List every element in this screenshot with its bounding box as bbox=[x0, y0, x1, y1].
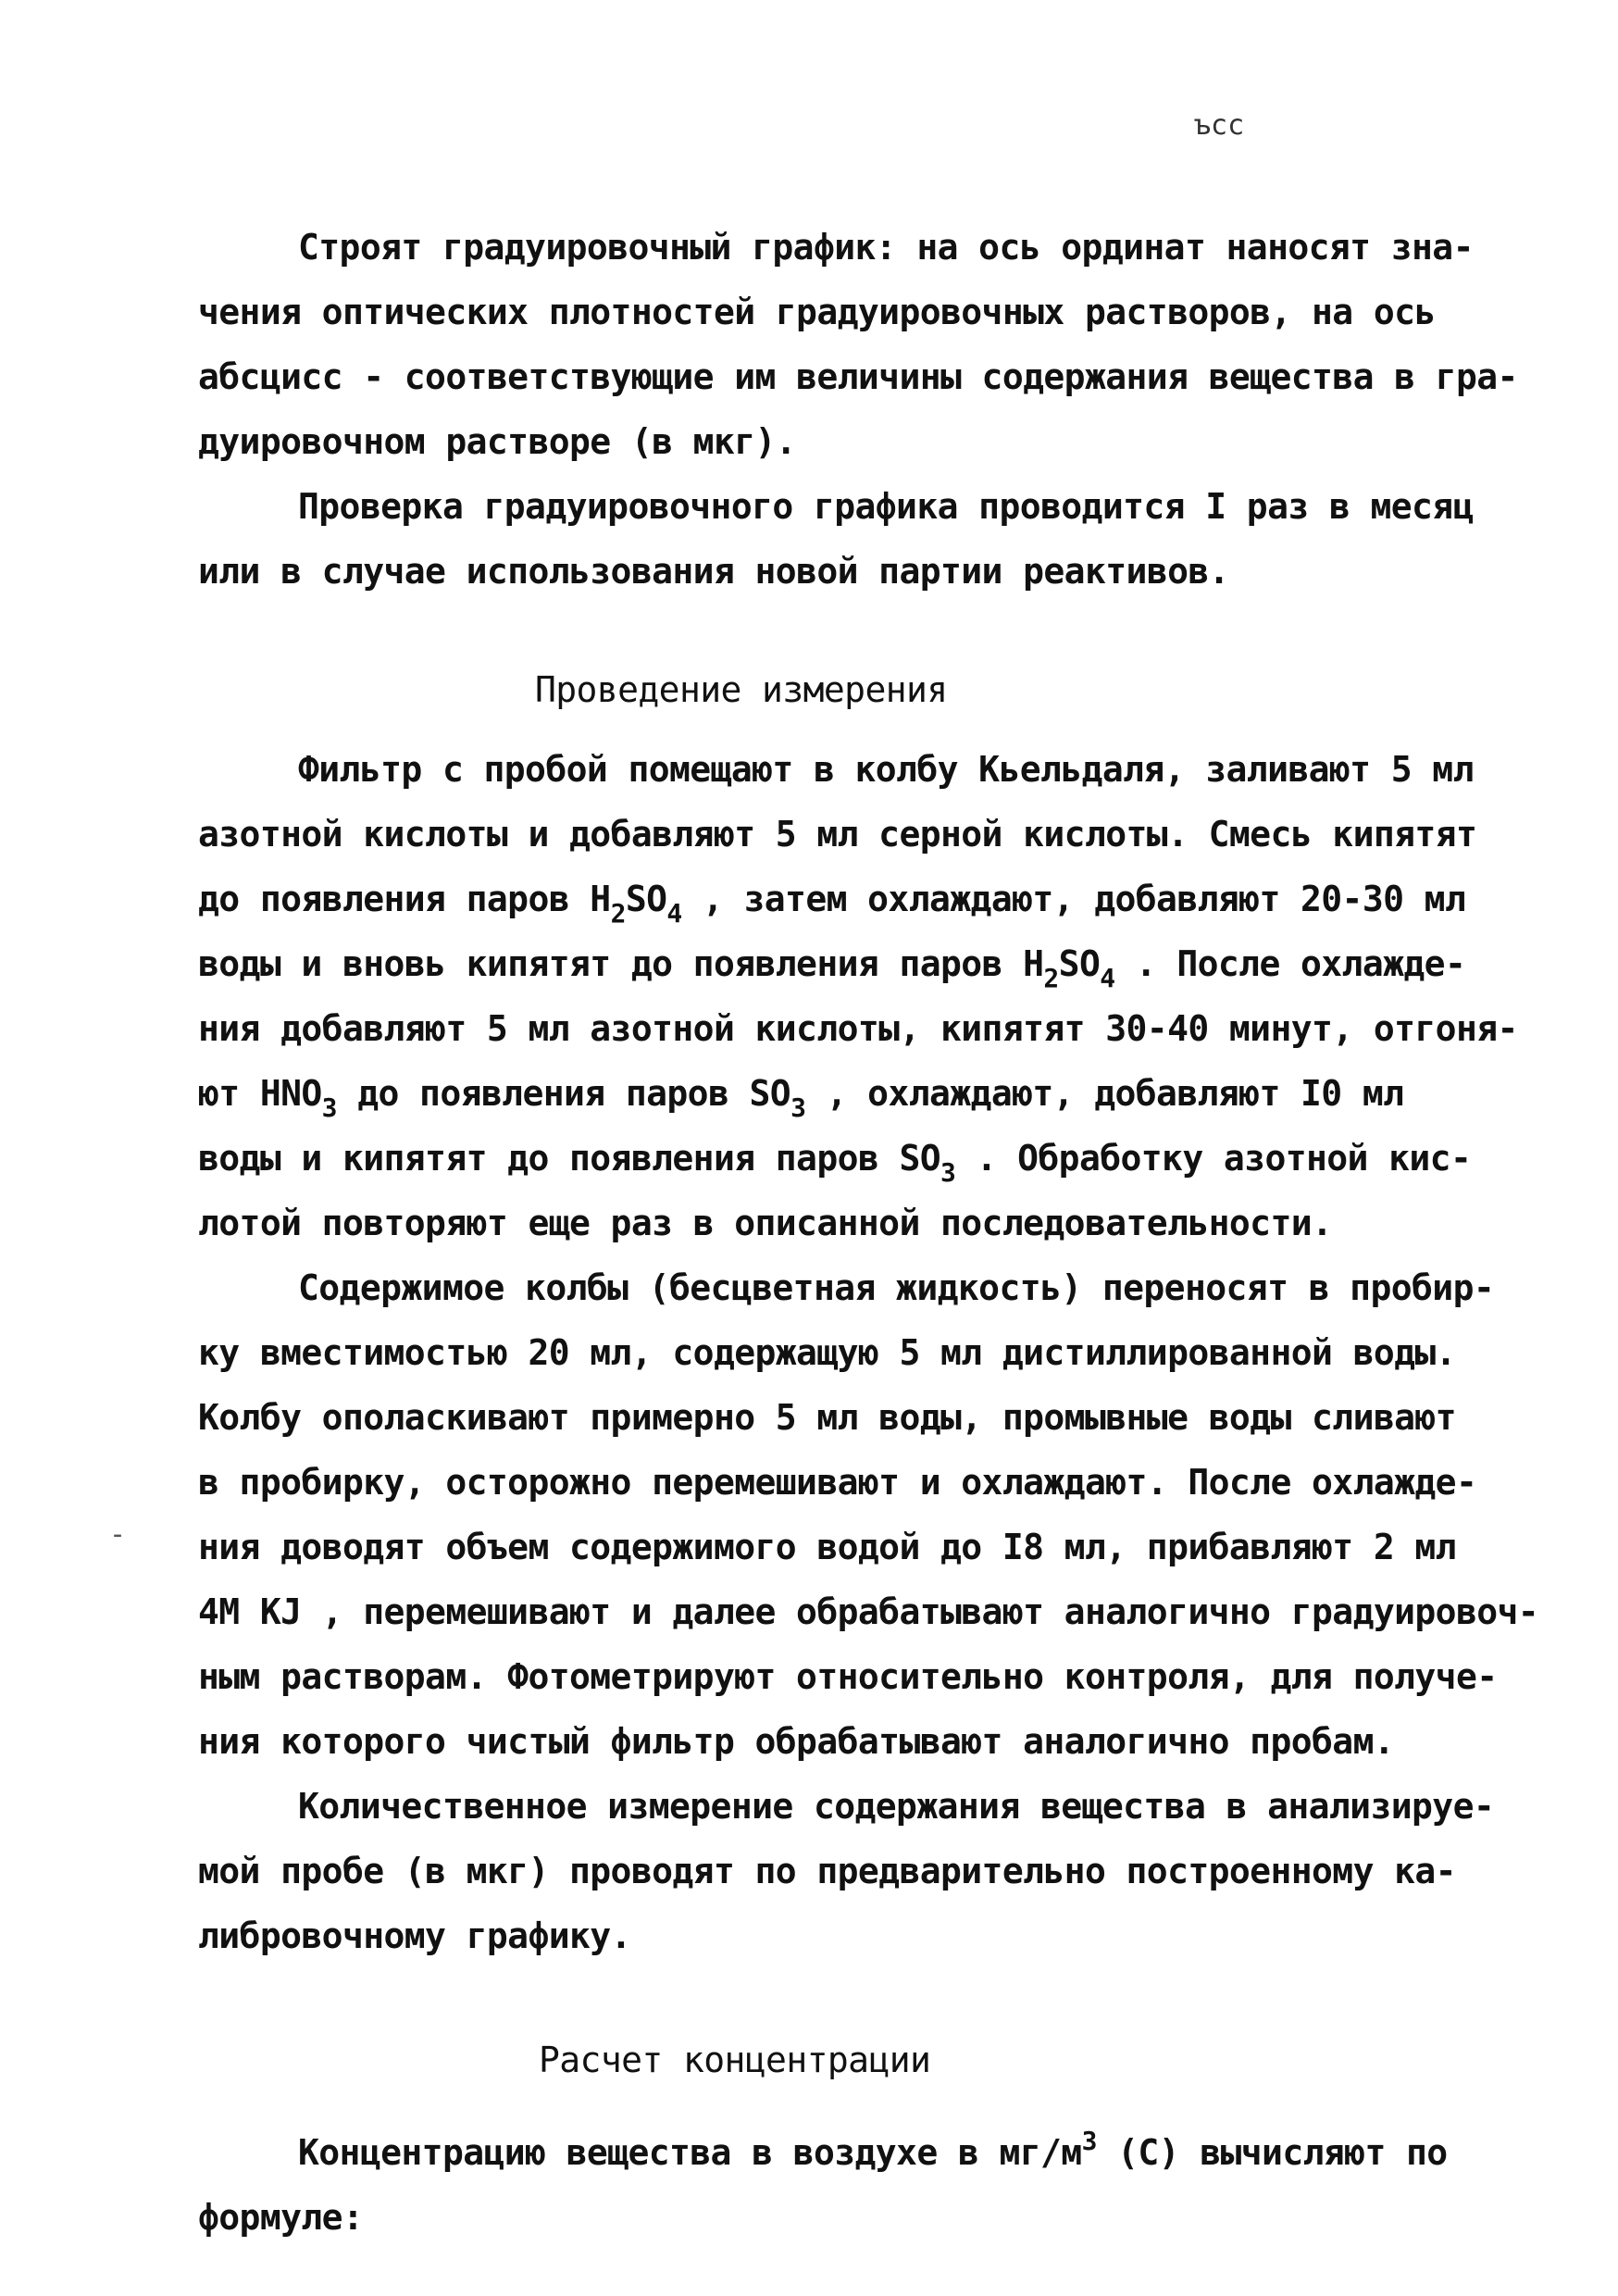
calibration-check-line-2: или в случае использования новой партии реактивов. bbox=[198, 551, 1229, 592]
text-segment: . После охлажде- bbox=[1114, 943, 1466, 984]
text-segment: (С) вычисляют по bbox=[1096, 2132, 1448, 2173]
measurement-line-9: Содержимое колбы (бесцветная жидкость) переносят в пробир- bbox=[298, 1267, 1495, 1308]
subscript: 3 bbox=[790, 1092, 806, 1123]
calibration-line-4: дуировочном растворе (в мкг). bbox=[198, 421, 797, 462]
measurement-line-17: Количественное измерение содержания вещества в анализируе- bbox=[298, 1786, 1495, 1827]
subscript: 3 bbox=[940, 1157, 956, 1188]
measurement-line-1: Фильтр с пробой помещают в колбу Кьельдаля, заливают 5 мл bbox=[298, 749, 1474, 790]
subscript: 4 bbox=[1100, 963, 1115, 993]
measurement-line-10: ку вместимостью 20 мл, содержащую 5 мл дистиллированной воды. bbox=[198, 1332, 1456, 1373]
subscript: 2 bbox=[610, 898, 626, 929]
measurement-line-8: лотой повторяют еще раз в описанной последовательности. bbox=[198, 1203, 1333, 1243]
text-segment: воды и кипятят до появления паров SO bbox=[198, 1138, 941, 1179]
subscript: 2 bbox=[1043, 963, 1059, 993]
calibration-line-3: абсцисс - соответствующие им величины содержания вещества в гра- bbox=[198, 356, 1518, 397]
text-segment: до появления паров SO bbox=[336, 1073, 791, 1114]
measurement-line-4 bbox=[198, 943, 1466, 993]
text-segment: . Обработку азотной кис- bbox=[955, 1138, 1472, 1179]
measurement-line-6 bbox=[198, 1073, 1404, 1123]
text-segment: , затем охлаждают, добавляют 20-30 мл bbox=[681, 879, 1466, 919]
measurement-line-15: ным растворам. Фотометрируют относительно контроля, для получе- bbox=[198, 1656, 1498, 1697]
measurement-line-16: ния которого чистый фильтр обрабатывают аналогично пробам. bbox=[198, 1721, 1395, 1762]
measurement-line-5: ния добавляют 5 мл азотной кислоты, кипятят 30-40 минут, отгоня- bbox=[198, 1008, 1518, 1049]
subscript: 4 bbox=[666, 898, 682, 929]
subscript: 3 bbox=[321, 1092, 337, 1123]
text-segment: , охлаждают, добавляют I0 мл bbox=[805, 1073, 1404, 1114]
page-number: ъсс bbox=[1194, 109, 1245, 142]
superscript: 3 bbox=[1081, 2126, 1097, 2156]
measurement-line-19: либровочному графику. bbox=[198, 1915, 631, 1956]
text-segment: SO bbox=[1058, 943, 1101, 984]
text-segment: до появления паров H bbox=[198, 879, 611, 919]
measurement-line-7 bbox=[198, 1138, 1472, 1188]
concentration-heading: Расчет концентрации bbox=[539, 2040, 931, 2080]
text-segment: воды и вновь кипятят до появления паров H bbox=[198, 943, 1044, 984]
stray-mark: - bbox=[109, 1518, 127, 1551]
calibration-line-1: Строят градуировочный график: на ось ординат наносят зна- bbox=[298, 227, 1474, 268]
concentration-line-2: формуле: bbox=[198, 2197, 364, 2238]
measurement-line-11: Колбу ополаскивают примерно 5 мл воды, промывные воды сливают bbox=[198, 1397, 1456, 1438]
text-segment: ют HNO bbox=[198, 1073, 322, 1114]
text-segment: SO bbox=[625, 879, 667, 919]
measurement-line-2: азотной кислоты и добавляют 5 мл серной кислоты. Смесь кипятят bbox=[198, 814, 1477, 855]
text-segment: Концентрацию вещества в воздухе в мг/м bbox=[298, 2132, 1082, 2173]
concentration-line-1 bbox=[298, 2126, 1448, 2173]
measurement-heading: Проведение измерения bbox=[535, 669, 948, 710]
measurement-line-12: в пробирку, осторожно перемешивают и охлаждают. После охлажде- bbox=[198, 1462, 1477, 1503]
calibration-line-2: чения оптических плотностей градуировочных растворов, на ось bbox=[198, 292, 1436, 332]
calibration-check-line-1: Проверка градуировочного графика проводится I раз в месяц bbox=[298, 486, 1474, 527]
measurement-line-13: ния доводят объем содержимого водой до I8 мл, прибавляют 2 мл bbox=[198, 1527, 1456, 1567]
measurement-line-18: мой пробе (в мкг) проводят по предварительно построенному ка- bbox=[198, 1851, 1456, 1891]
measurement-line-14: 4М KJ , перемешивают и далее обрабатывают аналогично градуировоч- bbox=[198, 1591, 1539, 1632]
measurement-line-3 bbox=[198, 879, 1466, 929]
